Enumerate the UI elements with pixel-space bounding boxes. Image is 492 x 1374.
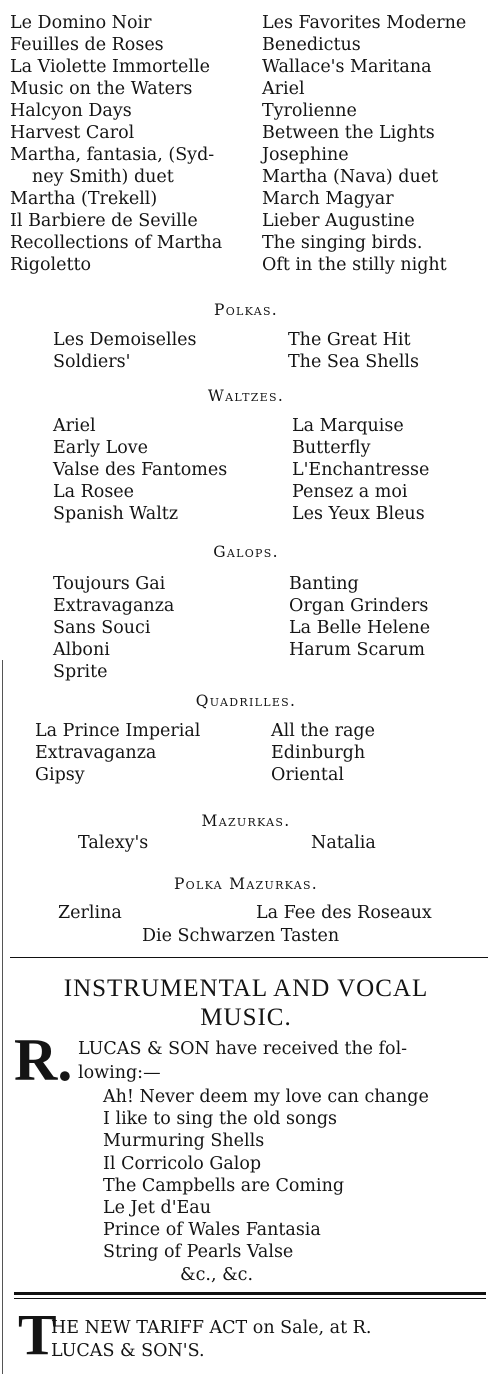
waltzes-right-column bbox=[292, 415, 429, 525]
list-item: Sans Souci bbox=[53, 618, 151, 638]
list-item: Prince of Wales Fantasia bbox=[103, 1220, 321, 1241]
list-item: La Belle Helene bbox=[289, 618, 431, 638]
list-item: Martha (Nava) duet bbox=[262, 167, 439, 187]
list-item: The Sea Shells bbox=[288, 352, 419, 372]
list-item: The singing birds. bbox=[262, 233, 423, 253]
list-item: Ariel bbox=[262, 79, 305, 99]
list-item: Josephine bbox=[262, 145, 349, 165]
list-item: ney Smith) duet bbox=[32, 167, 174, 187]
list-item: Zerlina bbox=[58, 903, 122, 923]
list-item: Music on the Waters bbox=[10, 79, 193, 99]
ad-body-line1: LUCAS & SON have received the fol- bbox=[78, 1039, 408, 1059]
tariff-dropcap: T bbox=[18, 1302, 57, 1367]
list-item: Butterfly bbox=[292, 438, 371, 458]
galops-right-column bbox=[289, 573, 430, 661]
tariff-line1: HE NEW TARIFF ACT on Sale, at R. bbox=[51, 1318, 372, 1338]
mazurkas-right bbox=[311, 832, 376, 854]
list-item: String of Pearls Valse bbox=[103, 1242, 294, 1263]
waltzes-left-column bbox=[53, 415, 227, 525]
list-item: Extravaganza bbox=[35, 743, 157, 763]
list-item: Rigoletto bbox=[10, 255, 92, 275]
list-item: Sprite bbox=[53, 662, 108, 682]
list-item: L'Enchantresse bbox=[292, 460, 430, 480]
list-item: Benedictus bbox=[262, 35, 361, 55]
waltzes-heading: Waltzes. bbox=[207, 387, 285, 405]
list-item: Natalia bbox=[311, 833, 376, 853]
quadrilles-heading: Quadrilles. bbox=[195, 692, 297, 710]
polkas-right-column bbox=[288, 329, 419, 373]
list-item: Les Favorites Moderne bbox=[262, 13, 467, 33]
list-item: Feuilles de Roses bbox=[10, 35, 164, 55]
list-item: Les Yeux Bleus bbox=[292, 504, 425, 524]
list-item: Spanish Waltz bbox=[53, 504, 179, 524]
list-item: Gipsy bbox=[35, 765, 85, 785]
section-divider bbox=[10, 957, 488, 958]
list-item: Wallace's Maritana bbox=[262, 57, 432, 77]
list-item: Banting bbox=[289, 574, 359, 594]
list-item: Ah! Never deem my love can change bbox=[103, 1087, 429, 1107]
list-item: Le Domino Noir bbox=[10, 13, 152, 33]
list-item: Il Corricolo Galop bbox=[103, 1153, 262, 1174]
polka-mazurkas-heading: Polka Mazurkas. bbox=[173, 875, 319, 893]
list-item: All the rage bbox=[271, 721, 375, 741]
list-item: Il Barbiere de Seville bbox=[10, 211, 198, 231]
list-item: The Campbells are Coming bbox=[103, 1175, 345, 1196]
list-item: Oriental bbox=[271, 765, 344, 785]
polka-mazurkas-left bbox=[58, 902, 122, 924]
tariff-line2: LUCAS & SON'S. bbox=[51, 1341, 205, 1361]
galops-left-column bbox=[53, 573, 174, 683]
list-item: Organ Grinders bbox=[289, 596, 429, 616]
ad-divider-thick bbox=[14, 1292, 486, 1295]
list-item: La Violette Immortelle bbox=[10, 57, 210, 77]
mazurkas-heading: Mazurkas. bbox=[201, 812, 291, 830]
list-item: La Marquise bbox=[292, 416, 404, 436]
list-item: La Rosee bbox=[53, 482, 135, 502]
list-item: Martha (Trekell) bbox=[10, 189, 158, 209]
list-item: Le Jet d'Eau bbox=[103, 1198, 211, 1219]
list-item: Ariel bbox=[53, 416, 96, 436]
list-item: March Magyar bbox=[262, 189, 394, 209]
polka-mazurkas-center bbox=[142, 925, 339, 947]
list-item: Lieber Augustine bbox=[262, 211, 415, 231]
ad-body-line2: lowing:— bbox=[78, 1063, 161, 1083]
list-item: Soldiers' bbox=[53, 352, 131, 372]
list-item: Murmuring Shells bbox=[103, 1131, 265, 1152]
ad-title-line1: INSTRUMENTAL AND VOCAL bbox=[63, 975, 429, 1002]
list-item: The Great Hit bbox=[288, 330, 411, 350]
list-item: Talexy's bbox=[78, 833, 149, 853]
list-item: Early Love bbox=[53, 438, 149, 458]
list-item: Extravaganza bbox=[53, 596, 175, 616]
list-item: Between the Lights bbox=[262, 123, 435, 143]
list-item: Edinburgh bbox=[271, 743, 366, 763]
list-item: Oft in the stilly night bbox=[262, 255, 447, 275]
ad-title-line2: MUSIC. bbox=[200, 1004, 292, 1031]
list-item: La Fee des Roseaux bbox=[256, 903, 432, 923]
ad-divider-thin bbox=[14, 1298, 486, 1299]
list-item: Alboni bbox=[53, 640, 110, 660]
mazurkas-left bbox=[78, 832, 148, 854]
pieces-left-column bbox=[10, 12, 222, 276]
list-item: Martha, fantasia, (Syd- bbox=[10, 145, 215, 165]
list-item: La Prince Imperial bbox=[35, 721, 201, 741]
quadrilles-left-column bbox=[35, 720, 200, 786]
list-item: Harvest Carol bbox=[10, 123, 135, 143]
list-item: Die Schwarzen Tasten bbox=[142, 926, 340, 946]
ad-items-list bbox=[103, 1086, 429, 1286]
list-item: Pensez a moi bbox=[292, 482, 408, 502]
polka-mazurkas-right bbox=[256, 902, 432, 924]
pieces-right-column bbox=[262, 12, 488, 276]
list-item: I like to sing the old songs bbox=[103, 1109, 338, 1130]
list-item: Halcyon Days bbox=[10, 101, 132, 121]
list-item: Les Demoiselles bbox=[53, 330, 197, 350]
pieces-list bbox=[10, 12, 488, 276]
list-item: Valse des Fantomes bbox=[53, 460, 228, 480]
list-item: Recollections of Martha bbox=[10, 233, 223, 253]
polkas-heading: Polkas. bbox=[213, 301, 279, 319]
list-item: Harum Scarum bbox=[289, 640, 425, 660]
ad-dropcap: R. bbox=[14, 1027, 73, 1093]
list-item: Tyrolienne bbox=[262, 101, 357, 121]
galops-heading: Galops. bbox=[213, 543, 279, 561]
list-item: &c., &c. bbox=[180, 1264, 254, 1285]
polkas-left-column bbox=[53, 329, 197, 373]
list-item: Toujours Gai bbox=[53, 574, 166, 594]
quadrilles-right-column bbox=[271, 720, 375, 786]
